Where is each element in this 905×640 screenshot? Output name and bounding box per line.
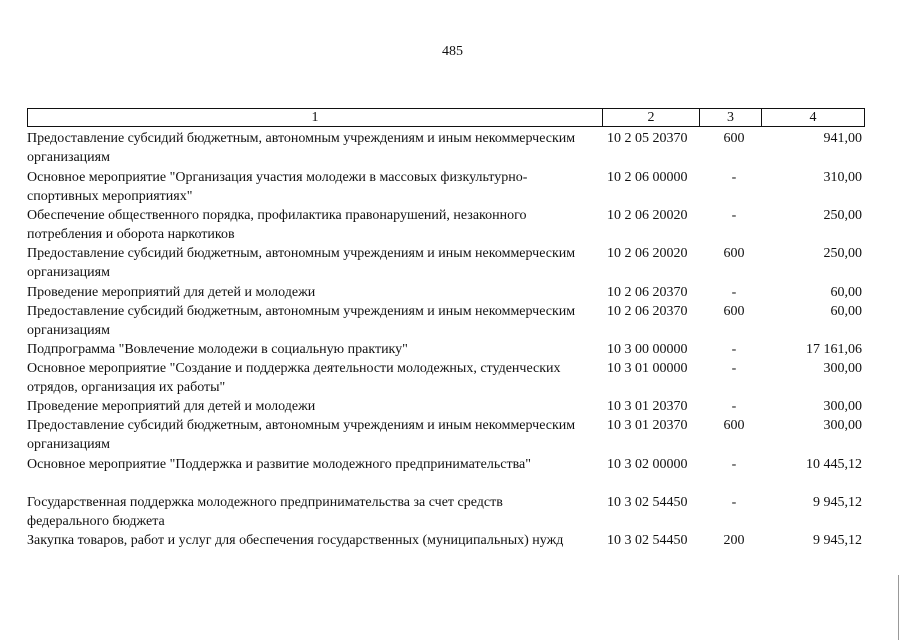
- row-code: 10 2 06 20370: [607, 285, 688, 300]
- row-name: Государственная поддержка молодежного предпринимательства за счет средств федерального бюджета: [27, 495, 503, 529]
- row-sum: 9 945,12: [813, 495, 862, 510]
- row-type: 600: [723, 418, 745, 433]
- row-type: -: [731, 285, 737, 300]
- row-name: Предоставление субсидий бюджетным, автономным учреждениям и иным некоммерческим организациям: [27, 131, 576, 165]
- row-type: -: [731, 208, 737, 223]
- row-sum: 250,00: [823, 246, 862, 261]
- row-sum: 310,00: [823, 170, 862, 185]
- row-sum: 250,00: [823, 208, 862, 223]
- row-type: 600: [723, 304, 745, 319]
- row-sum: 10 445,12: [806, 457, 862, 472]
- row-sum: 300,00: [823, 399, 862, 414]
- row-code: 10 2 06 20020: [607, 208, 688, 223]
- row-code: 10 3 00 00000: [607, 342, 688, 357]
- row-type: -: [731, 457, 737, 472]
- row-name: Предоставление субсидий бюджетным, автономным учреждениям и иным некоммерческим организациям: [27, 304, 576, 338]
- row-type: -: [731, 342, 737, 357]
- scan-edge-mark: [898, 575, 902, 640]
- header-col-4: 4: [809, 110, 817, 125]
- row-sum: 60,00: [830, 304, 862, 319]
- row-code: 10 3 02 00000: [607, 457, 688, 472]
- row-code: 10 2 06 00000: [607, 170, 688, 185]
- header-col-2: 2: [603, 109, 700, 126]
- row-code: 10 3 01 20370: [607, 399, 688, 414]
- header-col-3: 3: [700, 109, 762, 126]
- row-code: 10 2 05 20370: [607, 131, 688, 146]
- row-name: Предоставление субсидий бюджетным, автономным учреждениям и иным некоммерческим организациям: [27, 418, 576, 452]
- row-sum: 60,00: [830, 285, 862, 300]
- row-sum: 17 161,06: [806, 342, 862, 357]
- row-name: Основное мероприятие "Организация участия молодежи в массовых физкультурно-спортивных мероприятиях": [27, 170, 528, 204]
- row-name: Предоставление субсидий бюджетным, автономным учреждениям и иным некоммерческим организациям: [27, 246, 576, 280]
- row-type: 600: [723, 131, 745, 146]
- table-header: [27, 108, 865, 127]
- row-sum: 941,00: [823, 131, 862, 146]
- row-type: -: [731, 361, 737, 376]
- row-type: -: [731, 399, 737, 414]
- row-sum: 300,00: [823, 418, 862, 433]
- row-type: 600: [723, 246, 745, 261]
- page-number: 485: [442, 44, 463, 59]
- row-name: Основное мероприятие "Создание и поддержка деятельности молодежных, студенческих отрядов, организация их работы": [27, 361, 561, 395]
- row-sum: 9 945,12: [813, 533, 862, 548]
- row-code: 10 2 06 20020: [607, 246, 688, 261]
- row-name: Проведение мероприятий для детей и молодежи: [27, 285, 316, 300]
- header-col-1: 1: [28, 109, 603, 126]
- row-name: Проведение мероприятий для детей и молодежи: [27, 399, 316, 414]
- row-code: 10 2 06 20370: [607, 304, 688, 319]
- row-type: -: [731, 495, 737, 510]
- row-sum: 300,00: [823, 361, 862, 376]
- row-code: 10 3 01 20370: [607, 418, 688, 433]
- row-name: Основное мероприятие "Поддержка и развитие молодежного предпринимательства": [27, 457, 531, 472]
- row-type: -: [731, 170, 737, 185]
- row-code: 10 3 02 54450: [607, 495, 688, 510]
- row-name: Подпрограмма "Вовлечение молодежи в социальную практику": [27, 342, 408, 357]
- row-name: Закупка товаров, работ и услуг для обеспечения государственных (муниципальных) нужд: [27, 533, 564, 548]
- row-code: 10 3 02 54450: [607, 533, 688, 548]
- row-name: Обеспечение общественного порядка, профилактика правонарушений, незаконного потребления и оборота наркотиков: [27, 208, 527, 242]
- row-code: 10 3 01 00000: [607, 361, 688, 376]
- row-type: 200: [723, 533, 745, 548]
